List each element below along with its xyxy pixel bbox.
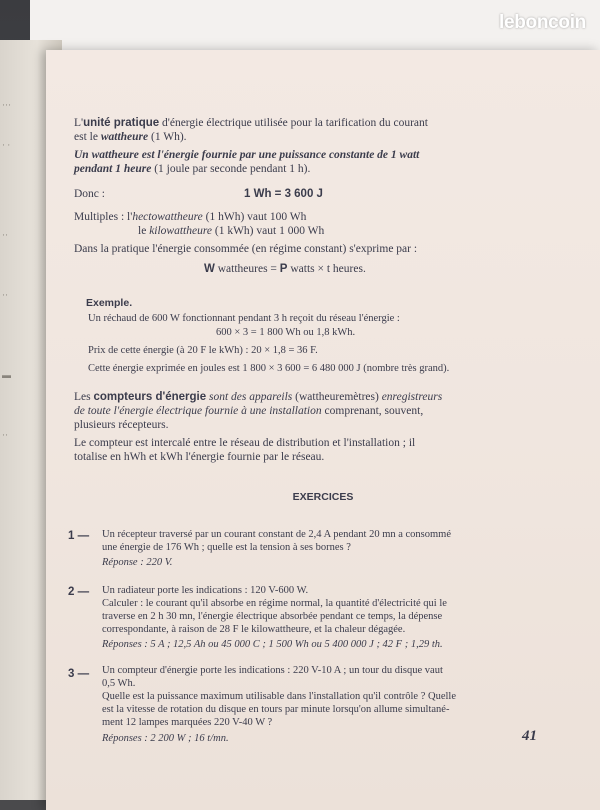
exercise-2-number: 2 — [68,586,90,598]
compteurs-line-2: de toute l'énergie électrique fournie à une installation comprenant, souvent, [74,405,424,417]
example-title: Exemple. [86,297,133,309]
exercise-1-answer: Réponse : 220 V. [102,557,173,568]
example-line-1: Un réchaud de 600 W fonctionnant pendant 3 h reçoit du réseau l'énergie : [88,313,400,324]
exercise-3-line-1: Un compteur d'énergie porte les indications : 220 V-10 A ; un tour du disque vaut [102,665,443,676]
compteurs-line-1: Les compteurs d'énergie sont des appareils (wattheuremètres) enregistreurs [74,391,443,403]
example-line-2: 600 × 3 = 1 800 Wh ou 1,8 kWh. [216,327,356,338]
exercise-3-line-4: est la vitesse de rotation du disque en tours par minute lorsqu'on allume simultané- [102,704,450,715]
exercise-3-line-2: 0,5 Wh. [102,678,136,689]
compteurs-line-5: totalise en hWh et kWh l'énergie fournie par le réseau. [74,451,325,463]
multiples-line-1: Multiples : l'hectowattheure (1 hWh) vaut 100 Wh [74,211,307,223]
intro-line-1: L'unité pratique d'énergie électrique utilisée pour la tarification du courant [74,117,428,129]
exercise-1-number: 1 — [68,530,90,542]
exercise-2-line-3: traverse en 2 h 30 mn, l'énergie électrique absorbée pendant ce temps, la dépense [102,611,443,622]
definition-line-1: Un wattheure est l'énergie fournie par une puissance constante de 1 watt [74,149,420,161]
book-page [46,50,600,810]
donc-label: Donc : [74,188,105,200]
pratique-line: Dans la pratique l'énergie consommée (en régime constant) s'exprime par : [74,243,418,255]
exercise-1-line-2: une énergie de 176 Wh ; quelle est la tension à ses bornes ? [102,542,351,553]
exercises-title: EXERCICES [292,491,354,503]
definition-line-2: pendant 1 heure (1 joule par seconde pendant 1 h). [74,163,311,175]
multiples-line-2: le kilowattheure (1 kWh) vaut 1 000 Wh [138,225,325,237]
exercise-3-answer: Réponses : 2 200 W ; 16 t/mn. [102,733,229,744]
exercise-2-line-1: Un radiateur porte les indications : 120 V-600 W. [102,585,309,596]
page-number: 41 [522,728,537,744]
leboncoin-watermark: leboncoin [498,12,586,33]
example-line-3: Prix de cette énergie (à 20 F le kWh) : 20 × 1,8 = 36 F. [88,345,318,356]
exercise-3-line-3: Quelle est la puissance maximum utilisable dans l'installation qu'il contrôle ? Quelle [102,691,456,702]
intro-line-2: est le wattheure (1 Wh). [74,131,187,143]
example-line-4: Cette énergie exprimée en joules est 1 800 × 3 600 = 6 480 000 J (nombre très grand). [88,363,450,374]
exercise-2-line-2: Calculer : le courant qu'il absorbe en régime normal, la quantité d'électricité qui le [102,598,447,609]
energy-formula: W wattheures = P watts × t heures. [204,263,366,275]
donc-formula: 1 Wh = 3 600 J [244,188,323,200]
compteurs-line-4: Le compteur est intercalé entre le réseau de distribution et l'installation ; il [74,437,416,449]
exercise-3-number: 3 — [68,668,90,680]
compteurs-line-3: plusieurs récepteurs. [74,419,169,431]
exercise-3-line-5: ment 12 lampes marquées 220 V-40 W ? [102,717,273,728]
exercise-2-line-4: correspondante, à raison de 28 F le kilowattheure, et la chaleur dégagée. [102,624,406,635]
adjacent-page-text: ··· · · ·· ·· ▬ ·· [2,100,11,440]
exercise-2-answer: Réponses : 5 A ; 12,5 Ah ou 45 000 C ; 1 500 Wh ou 5 400 000 J ; 42 F ; 1,29 th. [102,639,443,650]
exercise-1-line-1: Un récepteur traversé par un courant constant de 2,4 A pendant 20 mn a consommé [102,529,452,540]
